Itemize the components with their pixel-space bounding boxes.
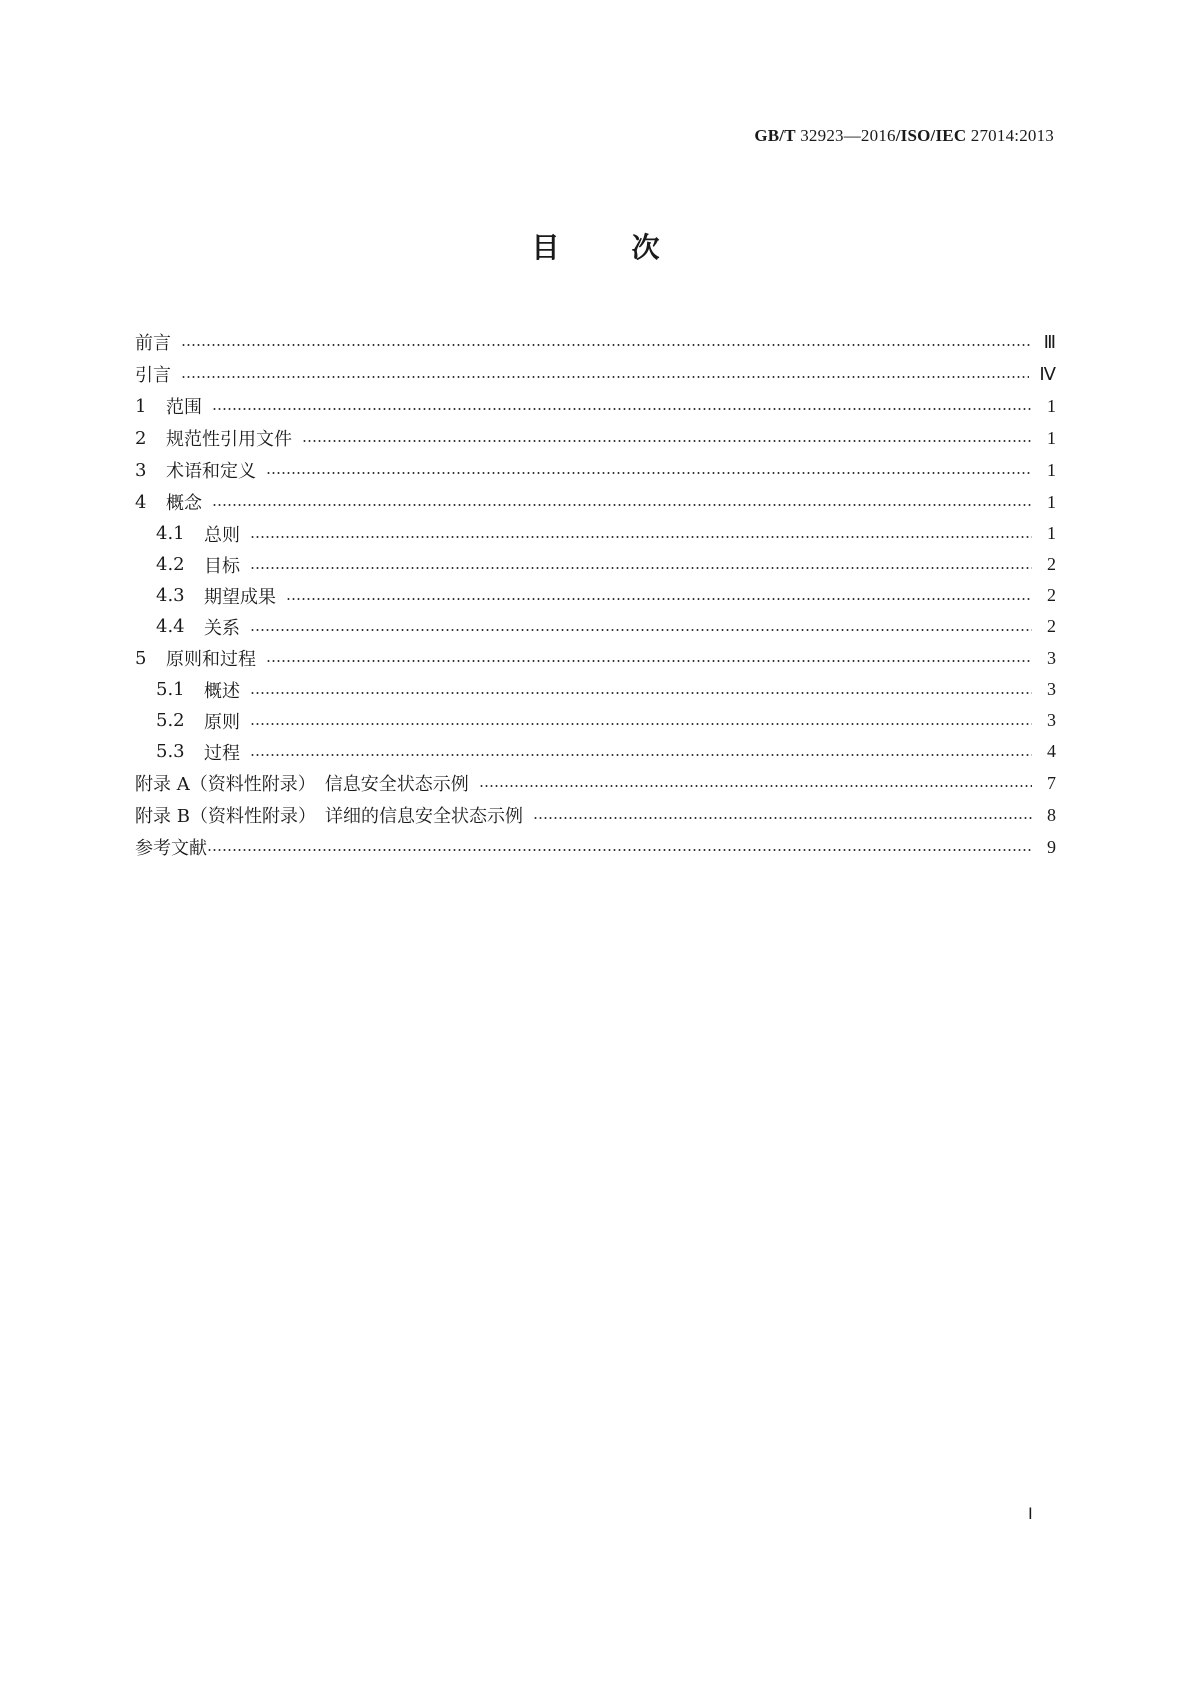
dot-leader [302, 439, 1032, 443]
toc-entry-title: 原则 [204, 711, 240, 733]
toc-entry-number: 4.4 [156, 616, 185, 637]
toc-entry-page: 1 [1047, 523, 1056, 543]
toc-entry-number: 4 [135, 491, 147, 513]
toc-entry-number: 5.3 [156, 741, 185, 762]
toc-entry-page: 8 [1047, 804, 1056, 825]
toc-entry-page: 1 [1047, 427, 1056, 448]
dot-leader [250, 753, 1032, 757]
toc-entry-title: 附录 B（资料性附录） 详细的信息安全状态示例 [135, 806, 523, 827]
dot-leader [181, 375, 1029, 379]
toc-entry[interactable] [135, 486, 1056, 518]
dot-leader [266, 659, 1032, 663]
toc-entry-number: 1 [135, 395, 147, 417]
toc-entry-title: 术语和定义 [166, 461, 256, 482]
toc-entry-title: 概念 [166, 493, 202, 514]
toc-entry-number: 4.1 [156, 523, 185, 544]
dot-leader [250, 535, 1032, 539]
toc-entry[interactable] [135, 705, 1056, 736]
dot-leader [250, 691, 1032, 695]
toc-entry-title: 范围 [166, 397, 202, 418]
toc-entry[interactable] [135, 454, 1056, 486]
toc-entry-page: 3 [1047, 679, 1056, 699]
title-char-right: 次 [631, 231, 660, 264]
dot-leader [250, 566, 1032, 570]
iso-prefix: /ISO/IEC [895, 126, 967, 145]
toc-entry[interactable] [135, 422, 1056, 454]
toc-entry[interactable] [135, 767, 1056, 799]
toc-entry-page: 1 [1047, 395, 1056, 416]
page-number: Ⅰ [1028, 1506, 1033, 1523]
toc-entry[interactable] [135, 358, 1056, 390]
toc-entry[interactable] [135, 611, 1056, 642]
dot-leader [286, 597, 1032, 601]
toc-entry-page: 1 [1047, 491, 1056, 512]
toc-entry-page: 1 [1047, 459, 1056, 480]
standard-prefix: GB/T [754, 126, 796, 145]
toc-entry-page: 4 [1047, 741, 1056, 761]
title-char-left: 目 [531, 231, 560, 264]
document-code-header [754, 126, 1054, 146]
toc-entry[interactable] [135, 549, 1056, 580]
table-of-contents [135, 326, 1056, 863]
toc-entry-number: 3 [135, 459, 147, 481]
toc-entry-page: 2 [1047, 554, 1056, 574]
toc-entry[interactable] [135, 580, 1056, 611]
toc-entry-title: 附录 A（资料性附录） 信息安全状态示例 [135, 774, 469, 795]
toc-entry[interactable] [135, 642, 1056, 674]
toc-entry[interactable] [135, 799, 1056, 831]
toc-entry-title: 原则和过程 [166, 649, 256, 670]
toc-entry[interactable] [135, 736, 1056, 767]
dot-leader [266, 471, 1032, 475]
dot-leader [250, 722, 1032, 726]
toc-entry-title: 期望成果 [204, 586, 276, 608]
dot-leader [250, 628, 1032, 632]
page-title [0, 226, 1191, 266]
toc-entry-page: Ⅳ [1039, 363, 1056, 384]
toc-entry[interactable] [135, 518, 1056, 549]
toc-entry-page: 7 [1047, 772, 1056, 793]
toc-entry-title: 总则 [204, 524, 240, 546]
dot-leader [533, 816, 1032, 820]
dot-leader [479, 784, 1032, 788]
toc-entry-number: 2 [135, 427, 147, 449]
toc-entry-title: 前言 [135, 333, 171, 354]
toc-entry-title: 目标 [204, 555, 240, 577]
toc-entry[interactable] [135, 674, 1056, 705]
toc-entry-title: 引言 [135, 365, 171, 386]
toc-entry-title: 过程 [204, 742, 240, 764]
toc-entry-page: 2 [1047, 585, 1056, 605]
toc-entry-number: 4.2 [156, 554, 185, 575]
toc-entry-page: Ⅲ [1043, 331, 1056, 352]
toc-entry-number: 4.3 [156, 585, 185, 606]
toc-entry-page: 3 [1047, 647, 1056, 668]
toc-entry-page: 2 [1047, 616, 1056, 636]
dot-leader [212, 503, 1032, 507]
toc-entry-number: 5 [135, 647, 147, 669]
toc-entry-title: 关系 [204, 617, 240, 639]
toc-entry-page: 9 [1047, 836, 1056, 857]
toc-entry-title: 规范性引用文件 [166, 429, 292, 450]
toc-entry-page: 3 [1047, 710, 1056, 730]
dot-leader [181, 343, 1032, 347]
toc-entry-title: 参考文献 [135, 838, 207, 859]
toc-entry-number: 5.1 [156, 679, 185, 700]
toc-entry[interactable] [135, 326, 1056, 358]
iso-number: 27014:2013 [970, 126, 1054, 145]
dot-leader [212, 407, 1032, 411]
toc-entry-title: 概述 [204, 680, 240, 702]
dot-leader [207, 848, 1032, 852]
toc-entry-number: 5.2 [156, 710, 185, 731]
toc-entry[interactable] [135, 831, 1056, 863]
toc-entry[interactable] [135, 390, 1056, 422]
standard-number: 32923—2016 [800, 126, 896, 145]
